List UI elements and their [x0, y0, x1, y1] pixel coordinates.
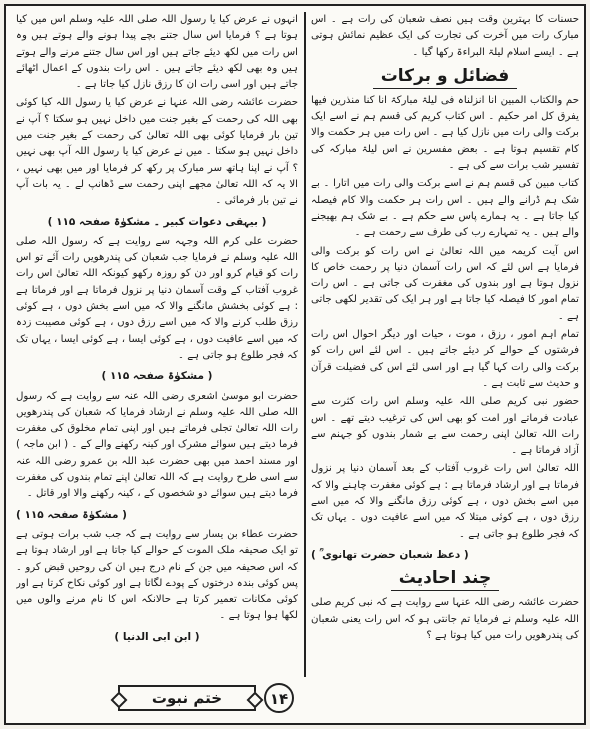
paragraph: انہوں نے عرض کیا یا رسول اللہ صلی اللہ علیہ وسلم اس میں کیا ہوتا ہے ؟ فرمایا اس سال جتنے بچے پیدا ہونے والے ہوتے ہیں وہ اس رات میں لکھ دیئے جاتے ہیں اور اس سال جتنے مرنے والے ہوتے ہیں وہ بھی لکھ دیئے جاتے ہیں ۔ اس رات بندوں کے اعمال اٹھائے جاتے ہیں اور اسی رات ان کا رزق نازل کیا جاتا ہے ۔ [16, 14, 298, 91]
section-heading [311, 65, 579, 87]
paragraph: حم والکتاب المبین انا انزلناہ فی لیلۃ مبارکۃ انا کنا منذرین فیھا یفرق کل امر حکیم ۔ اس کتاب کریم کی قسم ہم نے اسے ایک برکت والی رات میں نازل کیا ہے ۔ اس رات میں ہر حکمت والا کام تقسیم ہوتا ہے ۔ بعض مفسرین نے اس لیلۃ مبارکہ کی تفسیر شب برات سے کی ہے ۔ [311, 94, 579, 172]
paragraph: کتاب مبین کی قسم ہم نے اسے برکت والی رات میں اتارا ۔ بے شک ہم ڈرانے والے ہیں ۔ اس رات ہر حکمت والا کام فیصلہ کیا جاتا ہے ۔ یہ ہمارے پاس سے حکم ہے ۔ بے شک ہم بھیجنے والے ہیں ۔ یہ تمہارے رب کی طرف سے رحمت ہے ۔ [311, 178, 579, 239]
paragraph: اللہ تعالیٰ اس رات غروب آفتاب کے بعد آسمان دنیا پر نزول فرماتا ہے اور ارشاد فرماتا ہے : ہے کوئی مغفرت چاہنے والا کہ میں اسے بخش دوں ، ہے کوئی رزق مانگنے والا کہ میں اسے رزق دوں ، ہے کوئی مبتلا کہ میں اسے عافیت دوں ۔ یہاں تک کہ فجر طلوع ہو جاتی ہے ۔ [311, 463, 579, 540]
reference-citation: ( ابن ابی الدنیا ) [114, 630, 200, 643]
paragraph: حضرت عطاء بن یسار سے روایت ہے کہ جب شب برات ہوتی ہے تو ایک صحیفہ ملک الموت کے حوالے کیا جاتا ہے اور ارشاد ہوتا ہے کہ اس صحیفہ میں جن کے نام درج ہیں ان کی روحیں قبض کرو ۔ پس کوئی بندہ درختوں کے پودے لگاتا ہے اور کوئی نکاح کرتا ہے اور کوئی مکانات تعمیر کرتا ہے حالانکہ اس کا نام مرنے والوں میں لکھا ہوا ہوتا ہے ۔ [16, 528, 298, 622]
paragraph: تمام اہم امور ، رزق ، موت ، حیات اور دیگر احوال اس رات فرشتوں کے حوالے کر دیئے جاتے ہیں ۔ اس لئے اس رات کو برکت والی رات کہا گیا ہے اور اسی لئے اس کی فضیلت قرآن و حدیث سے ثابت ہے ۔ [311, 329, 579, 389]
column-divider [304, 12, 306, 677]
section-heading-text: فضائل و برکات [373, 66, 518, 89]
paragraph: حضرت عائشہ رضی اللہ عنہا نے عرض کیا یا رسول اللہ کیا کوئی بھی اللہ کی رحمت کے بغیر جنت میں داخل نہیں ہو سکتا ؟ آپ نے تین بار فرمایا کوئی بھی اللہ تعالیٰ کی رحمت کے بغیر جنت میں داخل نہیں ہو سکتا ۔ میں نے عرض کیا یا رسول اللہ آپ بھی نہیں ؟ آپ نے اپنا ہاتھ سر مبارک پر رکھ کر فرمایا اور میں بھی نہیں ، الا یہ کہ اللہ تعالیٰ مجھے اپنی رحمت سے ڈھانپ لے ۔ یہ بات آپ نے تین بار فرمائی ۔ [16, 97, 298, 207]
reference-citation: ( دعظ شعبان حضرت تھانوی ؒ ) [311, 548, 469, 561]
left-column [16, 12, 298, 676]
right-column [311, 12, 579, 676]
magazine-title: ختم نبوت [118, 685, 256, 711]
reference-citation: ( مشکوٰۃ صفحہ ۱۱۵ ) [16, 508, 127, 521]
paragraph: حضرت علی کرم اللہ وجہہ سے روایت ہے کہ رسول اللہ صلی اللہ علیہ وسلم نے فرمایا جب شعبان کی پندرھویں رات آئے تو اس رات کو قیام کرو اور دن کو روزہ رکھو کیونکہ اللہ تعالیٰ اس رات غروب آفتاب کے وقت آسمان دنیا پر نزول فرماتا ہے اور فرماتا ہے : ہے کوئی بخشش مانگنے والا کہ میں اسے بخش دوں ، ہے کوئی رزق طلب کرنے والا کہ میں اسے رزق دوں ، ہے کوئی مصیبت زدہ کہ میں اسے عافیت دوں ، ہے کوئی ایسا ، ہے کوئی ایسا ، یہاں تک کہ فجر طلوع ہو جاتی ہے ۔ [16, 235, 298, 361]
paragraph: حضور نبی کریم صلی اللہ علیہ وسلم اس رات کثرت سے عبادت فرماتے اور امت کو بھی اس کی ترغیب دیتے تھے ۔ اس رات اللہ تعالیٰ اپنی رحمت سے بے شمار بندوں کو جہنم سے آزاد فرماتا ہے ۔ [311, 396, 579, 457]
section-heading-2-text: چند احادیث [391, 568, 500, 591]
reference-citation: ( مشکوٰۃ صفحہ ۱۱۵ ) [101, 370, 213, 383]
section-heading-2 [311, 567, 579, 589]
page-number: ۱۴ [264, 683, 294, 713]
paragraph: اس آیت کریمہ میں اللہ تعالیٰ نے اس رات کو برکت والی فرمایا ہے اس لئے کہ اس رات آسمان دنیا پر رحمت خاص کا نزول ہوتا ہے اور بندوں کی مغفرت کی جاتی ہے ۔ اس رات تمام امور کا فیصلہ کیا جاتا ہے اور ہر ایک کی تقدیر لکھی جاتی ہے ۔ [311, 245, 579, 322]
page-footer [10, 681, 300, 715]
hadith-text: حضرت عائشہ رضی اللہ عنہا سے روایت ہے کہ نبی کریم صلی اللہ علیہ وسلم نے فرمایا تم جانتی ہو کہ اس رات یعنی شعبان کی پندرھویں رات میں کیا ہوتا ہے ؟ [311, 597, 579, 641]
intro-text: حسنات کا بہترین وقت ہیں نصف شعبان کی رات ہے ۔ اس مبارک رات میں آخرت کی تجارت کی ایک عظیم نمائش ہوتی ہے ۔ ایسے اسلام لیلۃ البراءۃ رکھا گیا ۔ [311, 14, 579, 58]
magazine-page [4, 4, 586, 725]
paragraph: حضرت ابو موسیٰ اشعری رضی اللہ عنہ سے روایت ہے کہ رسول اللہ صلی اللہ علیہ وسلم نے ارشاد فرمایا کہ شعبان کی پندرھویں رات اللہ تعالیٰ تجلی فرماتے ہیں اور اپنی تمام مخلوق کی مغفرت فرما دیتے ہیں سوائے مشرک اور کینہ رکھنے والے کے ۔ ( ابن ماجہ ) اور مسند احمد میں بھی حضرت عبد اللہ بن عمرو رضی اللہ عنہ سے اسی طرح روایت ہے کہ اللہ تعالیٰ اپنے تمام بندوں کی مغفرت فرما دیتے ہیں سوائے دو شخصوں کے ، کینہ رکھنے والا اور قاتل ۔ [16, 390, 298, 500]
reference-citation: ( بیہقی دعوات کبیر ۔ مشکوٰۃ صفحہ ۱۱۵ ) [47, 215, 267, 228]
